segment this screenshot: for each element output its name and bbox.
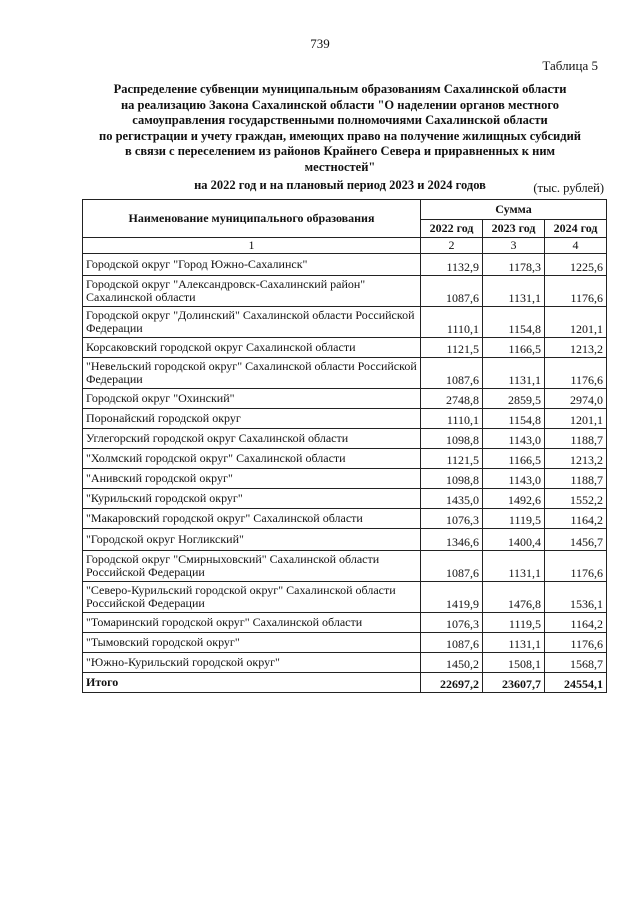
column-number: 3	[483, 238, 545, 254]
value-2022: 1121,5	[421, 338, 483, 358]
value-2023: 1154,8	[483, 409, 545, 429]
value-2024: 1568,7	[545, 653, 607, 673]
value-2024: 1176,6	[545, 551, 607, 582]
header-year-2024: 2024 год	[545, 220, 607, 238]
value-2022: 1132,9	[421, 254, 483, 276]
municipality-name: Городской округ "Город Южно-Сахалинск"	[83, 254, 421, 276]
header-municipality: Наименование муниципального образования	[83, 200, 421, 238]
value-2024: 1176,6	[545, 633, 607, 653]
municipality-name: "Невельский городской округ" Сахалинской области Российской Федерации	[83, 358, 421, 389]
table-label: Таблица 5	[542, 58, 598, 73]
municipality-name: "Томаринский городской округ" Сахалинской области	[83, 613, 421, 633]
municipality-name: Поронайский городской округ	[83, 409, 421, 429]
subsidy-table	[82, 199, 607, 693]
municipality-name: Городской округ "Долинский" Сахалинской области Российской Федерации	[83, 307, 421, 338]
units-label: (тыс. рублей)	[533, 181, 604, 195]
total-2022: 22697,2	[421, 673, 483, 693]
value-2023: 1131,1	[483, 551, 545, 582]
value-2023: 1178,3	[483, 254, 545, 276]
value-2024: 1552,2	[545, 489, 607, 509]
table-row	[83, 276, 607, 307]
table-row	[83, 633, 607, 653]
total-2024: 24554,1	[545, 673, 607, 693]
total-label: Итого	[83, 673, 421, 693]
municipality-name: "Южно-Курильский городской округ"	[83, 653, 421, 673]
title-line: на 2022 год и на плановый период 2023 и 2024 годов	[194, 178, 486, 192]
value-2022: 1110,1	[421, 409, 483, 429]
municipality-name: Городской округ "Охинский"	[83, 389, 421, 409]
value-2023: 1154,8	[483, 307, 545, 338]
municipality-name: "Холмский городской округ" Сахалинской области	[83, 449, 421, 469]
title-line: местностей"	[304, 159, 376, 174]
value-2024: 2974,0	[545, 389, 607, 409]
value-2023: 2859,5	[483, 389, 545, 409]
value-2022: 1450,2	[421, 653, 483, 673]
value-2022: 1346,6	[421, 529, 483, 551]
title-line: самоуправления государственными полномочиями Сахалинской области	[132, 113, 548, 127]
municipality-name: Городской округ "Александровск-Сахалинский район" Сахалинской области	[83, 276, 421, 307]
value-2024: 1188,7	[545, 469, 607, 489]
column-number: 1	[83, 238, 421, 254]
column-number: 2	[421, 238, 483, 254]
value-2024: 1456,7	[545, 529, 607, 551]
table-row	[83, 449, 607, 469]
municipality-name: "Северо-Курильский городской округ" Сахалинской области Российской Федерации	[83, 582, 421, 613]
value-2022: 1087,6	[421, 276, 483, 307]
value-2022: 1435,0	[421, 489, 483, 509]
table-row	[83, 307, 607, 338]
table-row	[83, 389, 607, 409]
value-2024: 1213,2	[545, 338, 607, 358]
table-row	[83, 551, 607, 582]
table-row	[83, 338, 607, 358]
value-2023: 1166,5	[483, 338, 545, 358]
value-2024: 1164,2	[545, 509, 607, 529]
value-2023: 1131,1	[483, 358, 545, 389]
title-line: на реализацию Закона Сахалинской области "О наделении органов местного	[120, 97, 559, 112]
municipality-name: Углегорский городской округ Сахалинской области	[83, 429, 421, 449]
value-2022: 1076,3	[421, 509, 483, 529]
value-2024: 1536,1	[545, 582, 607, 613]
value-2022: 1087,6	[421, 358, 483, 389]
value-2024: 1176,6	[545, 276, 607, 307]
title-line: в связи с переселением из районов Крайнего Севера и приравненных к ним	[124, 144, 556, 158]
column-number: 4	[545, 238, 607, 254]
table-row	[83, 489, 607, 509]
value-2023: 1143,0	[483, 429, 545, 449]
table-row	[83, 653, 607, 673]
table-row	[83, 409, 607, 429]
value-2022: 1098,8	[421, 429, 483, 449]
title-line: Распределение субвенции муниципальным образованиям Сахалинской области	[113, 82, 567, 96]
value-2022: 1110,1	[421, 307, 483, 338]
municipality-name: "Макаровский городской округ" Сахалинской области	[83, 509, 421, 529]
value-2024: 1225,6	[545, 254, 607, 276]
value-2024: 1188,7	[545, 429, 607, 449]
table-row	[83, 358, 607, 389]
title-line: по регистрации и учету граждан, имеющих право на получение жилищных субсидий	[99, 128, 581, 143]
value-2023: 1400,4	[483, 529, 545, 551]
total-row	[83, 673, 607, 693]
municipality-name: "Анивский городской округ"	[83, 469, 421, 489]
value-2024: 1201,1	[545, 307, 607, 338]
header-year-2023: 2023 год	[483, 220, 545, 238]
value-2023: 1492,6	[483, 489, 545, 509]
value-2022: 2748,8	[421, 389, 483, 409]
value-2023: 1508,1	[483, 653, 545, 673]
table-row	[83, 582, 607, 613]
value-2023: 1119,5	[483, 509, 545, 529]
value-2022: 1087,6	[421, 633, 483, 653]
value-2023: 1119,5	[483, 613, 545, 633]
table-row	[83, 529, 607, 551]
value-2023: 1166,5	[483, 449, 545, 469]
document-title	[80, 82, 600, 194]
value-2024: 1213,2	[545, 449, 607, 469]
value-2023: 1131,1	[483, 276, 545, 307]
value-2024: 1176,6	[545, 358, 607, 389]
municipality-name: Городской округ "Смирныховский" Сахалинской области Российской Федерации	[83, 551, 421, 582]
value-2024: 1201,1	[545, 409, 607, 429]
table-row	[83, 254, 607, 276]
value-2024: 1164,2	[545, 613, 607, 633]
total-2023: 23607,7	[483, 673, 545, 693]
value-2022: 1121,5	[421, 449, 483, 469]
value-2022: 1419,9	[421, 582, 483, 613]
municipality-name: "Курильский городской округ"	[83, 489, 421, 509]
value-2022: 1087,6	[421, 551, 483, 582]
header-sum: Сумма	[421, 200, 607, 220]
value-2023: 1476,8	[483, 582, 545, 613]
value-2023: 1131,1	[483, 633, 545, 653]
header-year-2022: 2022 год	[421, 220, 483, 238]
value-2022: 1098,8	[421, 469, 483, 489]
table-row	[83, 429, 607, 449]
table-row	[83, 509, 607, 529]
table-body	[83, 254, 607, 673]
page-number: 739	[310, 36, 330, 51]
municipality-name: "Тымовский городской округ"	[83, 633, 421, 653]
table-row	[83, 613, 607, 633]
table-row	[83, 469, 607, 489]
municipality-name: Корсаковский городской округ Сахалинской области	[83, 338, 421, 358]
value-2022: 1076,3	[421, 613, 483, 633]
value-2023: 1143,0	[483, 469, 545, 489]
municipality-name: "Городской округ Ногликский"	[83, 529, 421, 551]
